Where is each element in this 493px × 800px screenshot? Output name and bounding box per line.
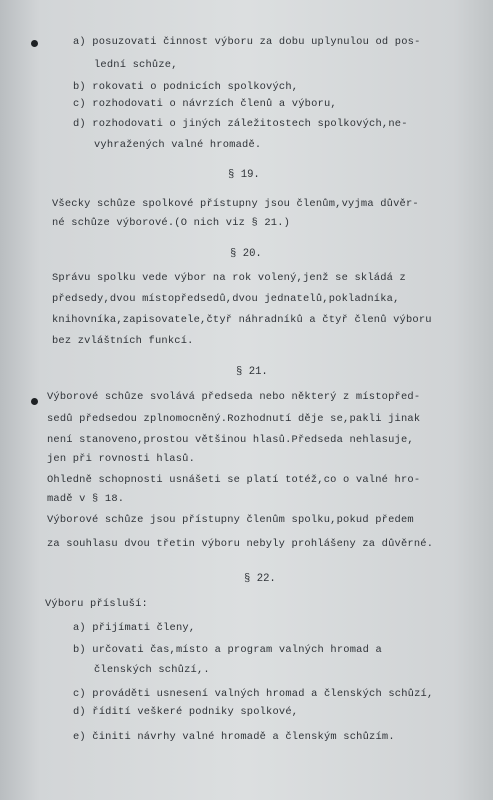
punch-hole-top — [31, 40, 38, 47]
section-22-item-b: b) určovati čas,místo a program valných hromad a — [73, 644, 382, 656]
section-21-line-3: není stanoveno,prostou většinou hlasů.Předseda nehlasuje, — [47, 434, 414, 446]
section-21-line-8: za souhlasu dvou třetin výboru nebyly prohlášeny za důvěrné. — [47, 538, 434, 550]
section-22-item-d: d) řídití veškeré podniky spolkové, — [73, 706, 299, 718]
section-22-heading: § 22. — [244, 573, 276, 585]
section-22-item-a: a) přijímati členy, — [73, 622, 196, 634]
list-item-b: b) rokovati o podnicích spolkových, — [73, 81, 299, 93]
section-20-line-2: předsedy,dvou místopředsedů,dvou jednatelů,pokladníka, — [52, 293, 400, 305]
section-21-line-4: jen při rovnosti hlasů. — [47, 453, 196, 465]
section-21-line-5: Ohledně schopnosti usnášeti se platí totéž,co o valné hro- — [47, 474, 421, 486]
section-20-line-1: Správu spolku vede výbor na rok volený,jenž se skládá z — [52, 272, 406, 284]
section-20-line-4: bez zvláštních funkcí. — [52, 335, 194, 347]
section-22-item-c: c) prováděti usnesení valných hromad a členských schůzí, — [73, 688, 434, 700]
section-22-intro: Výboru přísluší: — [45, 598, 148, 610]
section-21-line-1: Výborové schůze svolává předseda nebo některý z místopřed- — [47, 391, 421, 403]
section-19-line-2: né schůze výborové.(O nich viz § 21.) — [52, 217, 291, 229]
section-21-line-6: madě v § 18. — [47, 493, 125, 505]
section-21-line-2: sedů předsedou zplnomocněný.Rozhodnutí děje se,pakli jinak — [47, 413, 421, 425]
section-20-line-3: knihovníka,zapisovatele,čtyř náhradníků a čtyř členů výboru — [52, 314, 432, 326]
section-19-line-1: Všecky schůze spolkové přístupny jsou členům,vyjma důvěr- — [52, 198, 419, 210]
list-item-c: c) rozhodovati o návrzích členů a výboru, — [73, 98, 337, 110]
list-item-a-cont: lední schůze, — [94, 59, 178, 71]
punch-hole-middle — [31, 398, 38, 405]
list-item-d-cont: vyhražených valné hromadě. — [94, 139, 262, 151]
section-21-line-7: Výborové schůze jsou přístupny členům spolku,pokud předem — [47, 514, 414, 526]
list-item-d: d) rozhodovati o jiných záležitostech spolkových,ne- — [73, 118, 408, 130]
section-22-item-e: e) činiti návrhy valné hromadě a členským schůzím. — [73, 731, 395, 743]
section-19-heading: § 19. — [228, 169, 260, 181]
section-21-heading: § 21. — [236, 366, 268, 378]
section-20-heading: § 20. — [230, 248, 262, 260]
section-22-item-b-cont: členských schůzí,. — [94, 664, 210, 676]
list-item-a: a) posuzovati činnost výboru za dobu uplynulou od pos- — [73, 36, 421, 48]
